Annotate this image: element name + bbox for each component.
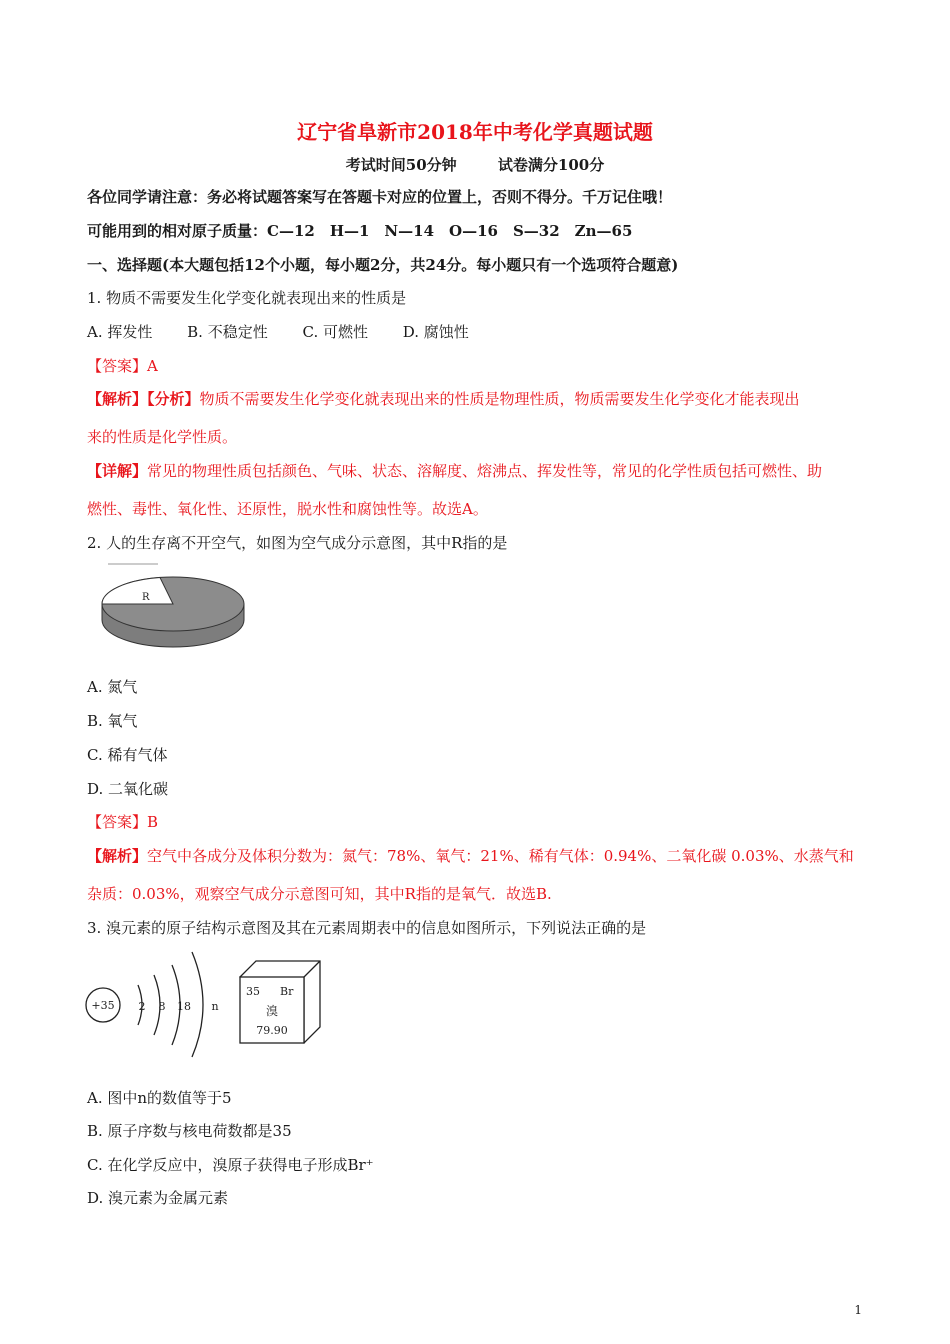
q2-option-d: D. 二氧化碳 [87, 780, 169, 798]
q2-analysis-text1: 空气中各成分及体积分数为：氮气：78%、氧气：21%、稀有气体：0.94%、二氧化碳 0.03%、水蒸气和 [147, 847, 854, 865]
q1-answer: 【答案】A [87, 357, 158, 375]
q1-analysis-line1 [87, 389, 800, 409]
shell-electrons-2: 8 [158, 1000, 166, 1013]
page-number: 1 [854, 1303, 862, 1317]
shell-electrons-4: n [211, 1000, 219, 1013]
element-name: 溴 [265, 1004, 279, 1018]
q2-answer: 【答案】B [87, 813, 159, 831]
exam-time: 考试时间50分钟 [345, 156, 457, 174]
atomic-mass: 可能用到的相对原子质量：C—12 H—1 N—14 O—16 S—32 Zn—65 [87, 222, 633, 240]
q1-option-c: C. 可燃性 [302, 323, 368, 341]
exam-title: 辽宁省阜新市2018年中考化学真题试题 [297, 120, 653, 144]
q1-option-a: A. 挥发性 [87, 323, 153, 341]
nucleus-charge: +35 [91, 999, 115, 1012]
q1-detail-line2: 燃性、毒性、氧化性、还原性，脱水性和腐蚀性等。故选A。 [87, 500, 488, 518]
bromine-atom-diagram [80, 945, 340, 1060]
q2-analysis-line2: 杂质：0.03%，观察空气成分示意图可知，其中R指的是氧气．故选B. [87, 885, 552, 903]
shell-electrons-1: 2 [138, 1000, 146, 1013]
element-number: 35 [246, 985, 260, 998]
exam-score: 试卷满分100分 [497, 156, 605, 174]
q1-detail-tag: 【详解】 [87, 462, 148, 480]
q1-options [87, 322, 499, 342]
q3-option-a: A. 图中n的数值等于5 [87, 1089, 232, 1107]
q1-analysis-line2: 来的性质是化学性质。 [87, 428, 238, 446]
q3-stem: 3. 溴元素的原子结构示意图及其在元素周期表中的信息如图所示，下列说法正确的是 [87, 919, 647, 937]
q3-option-b: B. 原子序数与核电荷数都是35 [87, 1122, 292, 1140]
air-composition-pie-chart [98, 560, 248, 655]
notice: 各位同学请注意：务必将试题答案写在答题卡对应的位置上，否则不得分。千万记住哦！ [87, 188, 673, 206]
element-mass: 79.90 [256, 1024, 288, 1037]
shell-arc-4 [192, 952, 203, 1057]
q1-option-b: B. 不稳定性 [187, 323, 268, 341]
q2-option-a: A. 氮气 [87, 678, 138, 696]
q1-option-d: D. 腐蚀性 [402, 323, 469, 341]
element-symbol: Br [280, 985, 294, 998]
q1-detail-text1: 常见的物理性质包括颜色、气味、状态、溶解度、熔沸点、挥发性等，常见的化学性质包括可燃性、助 [147, 462, 823, 480]
pie-label-r: R [142, 592, 150, 603]
q1-stem: 1. 物质不需要发生化学变化就表现出来的性质是 [87, 289, 407, 307]
q2-option-c: C. 稀有气体 [87, 746, 168, 764]
exam-subtitle [0, 154, 950, 175]
q3-option-c: C. 在化学反应中，溴原子获得电子形成Br⁺ [87, 1156, 374, 1174]
q2-stem: 2. 人的生存离不开空气，如图为空气成分示意图，其中R指的是 [87, 534, 508, 552]
q2-analysis-tag: 【解析】 [87, 847, 148, 865]
q1-analysis-tag: 【解析】【分析】 [87, 390, 200, 408]
q2-option-b: B. 氧气 [87, 712, 138, 730]
q1-detail-line1 [87, 461, 822, 481]
q3-option-d: D. 溴元素为金属元素 [87, 1189, 229, 1207]
shell-electrons-3: 18 [177, 1000, 191, 1013]
section-heading: 一、选择题(本大题包括12个小题，每小题2分，共24分。每小题只有一个选项符合题意) [87, 256, 679, 274]
pie-slice-r [102, 578, 173, 605]
q1-analysis-text1: 物质不需要发生化学变化就表现出来的性质是物理性质，物质需要发生化学变化才能表现出 [199, 390, 800, 408]
q2-analysis-line1 [87, 846, 854, 866]
